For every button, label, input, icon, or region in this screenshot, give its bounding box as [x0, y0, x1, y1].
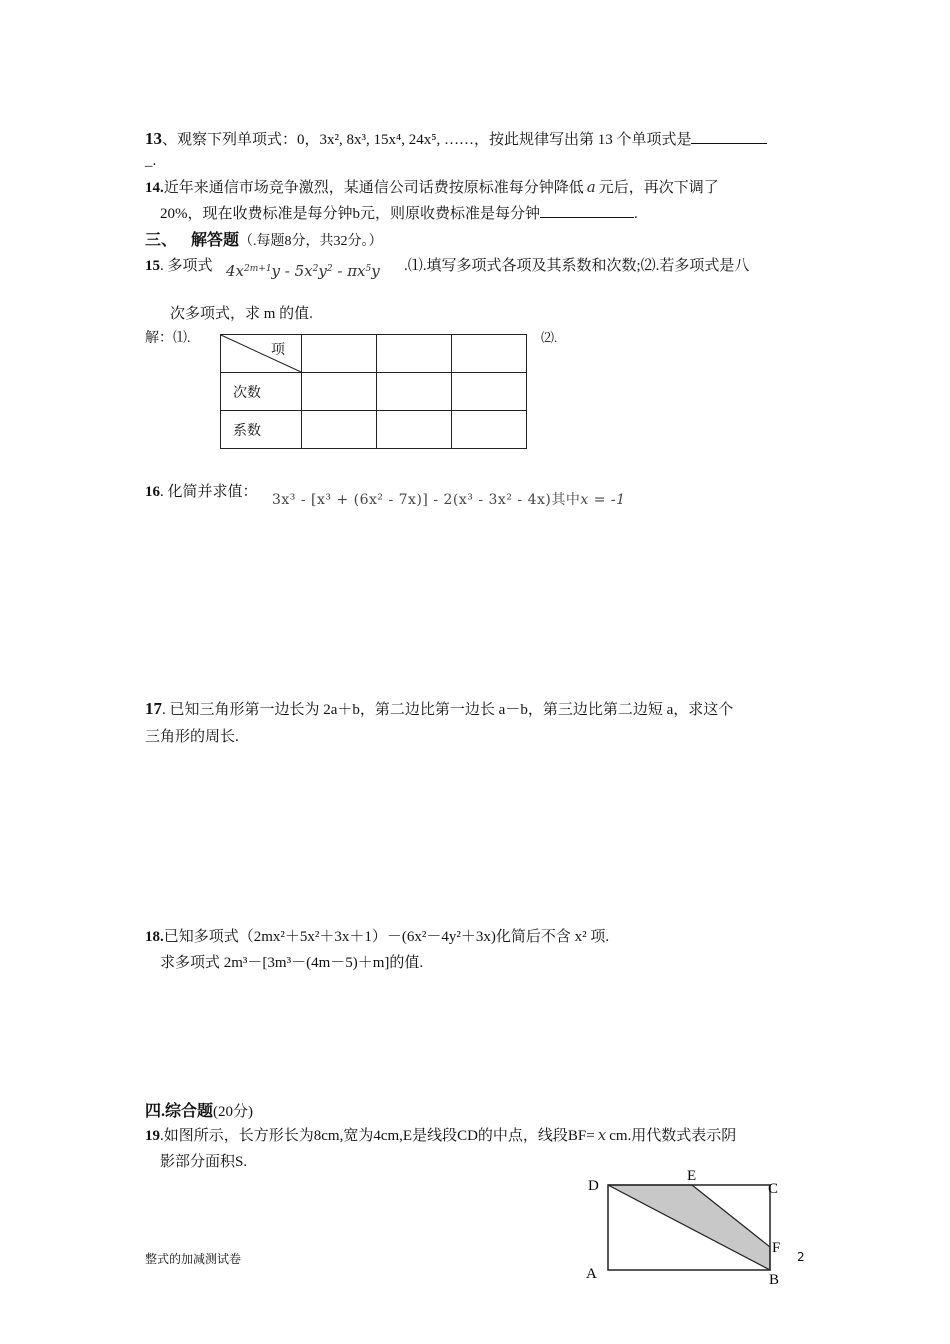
- point-label-c: C: [768, 1181, 779, 1197]
- row-label-coefficient: 系数: [221, 411, 302, 449]
- question-text: . 化简并求值：: [160, 484, 258, 500]
- question-text: 近年来通信市场竞争激烈，某通信公司话费按原标准每分钟降低: [163, 180, 584, 196]
- table-header-cell: [221, 335, 302, 373]
- solution-label: 解：⑴.: [145, 331, 191, 346]
- question-16: [145, 480, 258, 501]
- point-label-a: A: [586, 1266, 597, 1282]
- expression: 3x³ - [x³ + (6x² - 7x)] - 2(x³ - 3x² - 4x): [272, 492, 552, 508]
- rectangle-figure: [580, 1170, 790, 1288]
- page-number: 2: [797, 1250, 805, 1264]
- question-18-line1: [145, 925, 609, 946]
- question-17-line1: [145, 698, 733, 719]
- question-14-line1: [145, 176, 719, 197]
- answer-blank[interactable]: [540, 203, 634, 218]
- section-number: 三、: [145, 232, 178, 249]
- table-cell[interactable]: [377, 373, 452, 411]
- question-14-line2: [160, 202, 638, 223]
- section-note: （.每题8分，共32分。）: [239, 234, 383, 249]
- question-text: 、观察下列单项式：0，3x², 8x³, 15x⁴, 24x⁵, ……，按此规律写出第 13 个单项式是: [162, 132, 692, 148]
- question-number: 18.: [145, 929, 164, 945]
- point-label-e: E: [687, 1170, 697, 1184]
- section-note: (20分): [213, 1104, 254, 1120]
- section-title: 四.综合题: [145, 1103, 214, 1120]
- question-number: 13: [145, 129, 162, 148]
- period: .: [634, 206, 638, 222]
- table-cell[interactable]: [452, 373, 527, 411]
- table-row: [221, 411, 527, 449]
- question-text: 已知多项式（2mx²＋5x²＋3x＋1）－(6x²－4y²＋3x)化简后不含 x² 项.: [163, 929, 610, 945]
- question-number: 19: [145, 1128, 160, 1144]
- table-cell[interactable]: [452, 411, 527, 449]
- question-number: 15: [145, 258, 160, 274]
- question-15-line1: [145, 254, 213, 275]
- table-row: [221, 373, 527, 411]
- question-text: . 已知三角形第一边长为 2a＋b，第二边比第一边长 a－b，第三边比第二边短 a，求这个: [162, 702, 734, 718]
- question-text: . 多项式: [160, 258, 213, 274]
- question-13: [145, 128, 767, 149]
- simplify-expression: [272, 489, 626, 509]
- question-number: 14.: [145, 180, 164, 196]
- table-header-label: 项: [271, 342, 285, 358]
- question-19-line1: [145, 1124, 736, 1145]
- question-number: 16: [145, 484, 160, 500]
- table-cell[interactable]: [302, 335, 377, 373]
- point-label-b: B: [769, 1272, 780, 1288]
- question-18-line2: 求多项式 2m³－[3m³－(4m－5)＋m]的值.: [160, 955, 424, 971]
- expression-where: 其中: [551, 492, 581, 508]
- question-number: 17: [145, 699, 162, 718]
- row-label-degree: 次数: [221, 373, 302, 411]
- question-text: .如图所示，长方形长为8cm,宽为4cm,E是线段CD的中点，线段BF=: [160, 1128, 595, 1144]
- variable-x: x: [597, 1126, 607, 1144]
- shaded-region: [608, 1185, 770, 1270]
- section-4-header: [145, 1098, 253, 1121]
- section-title: 解答题: [191, 232, 240, 249]
- question-text-cont: 元后，再次下调了: [598, 180, 719, 196]
- polynomial-expression: $4x^{2m+1}y - 5x^2y^2 - \pi x^5y$: [226, 262, 380, 280]
- question-13-tail: _.: [145, 153, 157, 169]
- question-19-line2: 影部分面积S.: [160, 1154, 248, 1170]
- table-cell[interactable]: [377, 411, 452, 449]
- question-15-text-b: .⑴.填写多项式各项及其系数和次数;⑵.若多项式是八: [404, 258, 750, 274]
- diagonal-line: [221, 335, 301, 372]
- table-cell[interactable]: [452, 335, 527, 373]
- variable-a: a: [586, 178, 596, 196]
- question-17-line2: 三角形的周长.: [145, 729, 239, 745]
- point-label-d: D: [588, 1178, 599, 1194]
- table-cell[interactable]: [302, 373, 377, 411]
- table-cell[interactable]: [302, 411, 377, 449]
- point-label-f: F: [772, 1240, 781, 1256]
- question-text: 20%，现在收费标准是每分钟b元，则原收费标准是每分钟: [160, 206, 540, 222]
- question-15-line2: 次多项式，求 m 的值.: [170, 306, 313, 322]
- table-row: [221, 335, 527, 373]
- footer-title: 整式的加减测试卷: [145, 1252, 242, 1266]
- solution-part-2: ⑵.: [541, 330, 558, 345]
- expression-value: x = -1: [580, 492, 626, 508]
- question-text-cont: cm.用代数式表示阴: [609, 1128, 737, 1144]
- section-3-header: [145, 227, 383, 250]
- table-cell[interactable]: [377, 335, 452, 373]
- term-table: [220, 334, 527, 449]
- answer-blank[interactable]: [691, 129, 767, 144]
